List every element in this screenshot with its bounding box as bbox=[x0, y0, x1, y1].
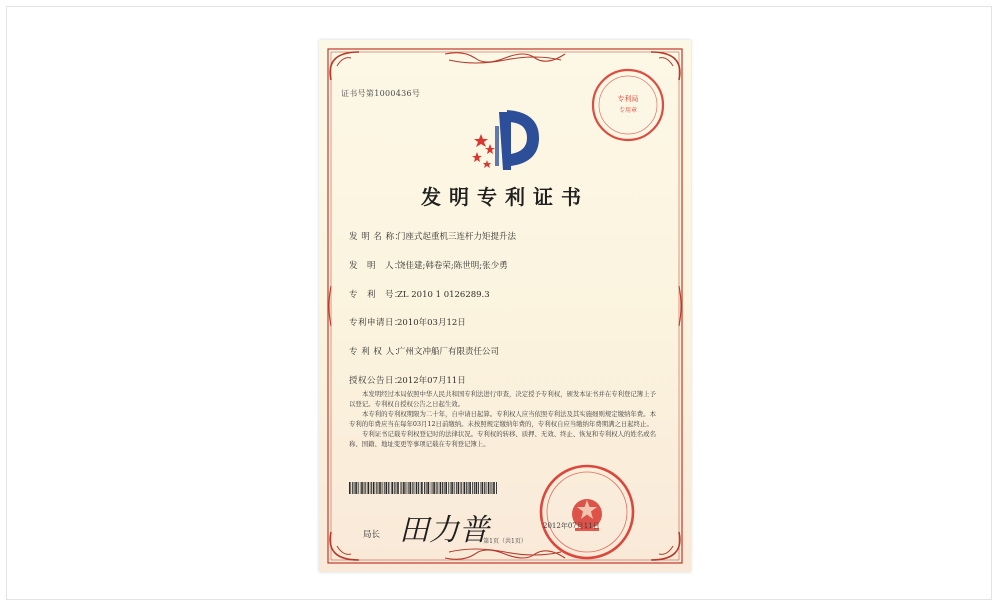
field-value: ZL 2010 1 0126289.3 bbox=[397, 290, 490, 300]
field-patentee bbox=[349, 345, 499, 357]
field-value: 饶佳建;韩卷荣;陈世明;张少勇 bbox=[397, 261, 508, 271]
svg-text:专利局: 专利局 bbox=[617, 95, 639, 103]
field-grant-date bbox=[349, 374, 466, 386]
signature-text: 田力普 bbox=[399, 513, 489, 548]
paragraph: 本发明经过本局依照中华人民共和国专利法进行审查，决定授予专利权，颁发本证书并在专利登记簿上予以登记。专利权自授权公告之日起生效。 bbox=[349, 390, 656, 408]
field-invention-name bbox=[349, 230, 516, 242]
field-value: 2010年03月12日 bbox=[397, 318, 466, 328]
field-application-date bbox=[349, 316, 466, 328]
field-value: 广州文冲船厂有限责任公司 bbox=[397, 347, 500, 357]
field-inventors bbox=[349, 259, 508, 271]
field-value: 2012年07月11日 bbox=[397, 376, 466, 386]
director-label: 局长 bbox=[363, 530, 381, 540]
field-label: 授权公告日： bbox=[349, 376, 404, 386]
official-seal-bottom bbox=[537, 462, 637, 562]
patent-office-logo bbox=[467, 104, 545, 176]
field-label: 发 明 人： bbox=[349, 261, 404, 271]
field-patent-number bbox=[349, 288, 490, 300]
certificate-title: 发明专利证书 bbox=[421, 185, 589, 209]
barcode bbox=[349, 482, 499, 494]
official-seal-top bbox=[589, 66, 667, 144]
certificate-number: 证书号第1000436号 bbox=[341, 89, 421, 98]
paragraph: 本专利的专利权期限为二十年，自申请日起算。专利权人应当依照专利法及其实施细则规定缴纳年费。本专利的年费应当在每年03月12日前缴纳。未按照规定缴纳年费的，专利权自应当缴纳年费期满之日起终止。 bbox=[349, 410, 656, 428]
page-number: 第1页（共1页） bbox=[483, 538, 527, 545]
field-value: 门座式起重机三连杆力矩提升法 bbox=[397, 232, 517, 242]
field-label: 专 利 号： bbox=[349, 290, 404, 300]
paragraph: 专利证书记载专利权登记时的法律状况。专利权的转移、质押、无效、终止、恢复和专利权人的姓名或名称、国籍、地址变更等事项记载在专利登记簿上。 bbox=[349, 430, 656, 448]
patent-certificate bbox=[319, 40, 691, 572]
field-label: 专利申请日： bbox=[349, 318, 404, 328]
field-label: 发 明 名 称： bbox=[349, 232, 404, 242]
seal-date: 2012年07月11日 bbox=[543, 522, 600, 530]
svg-text:专用章: 专用章 bbox=[618, 107, 638, 114]
field-label: 专 利 权 人： bbox=[349, 347, 404, 357]
certificate-body-text bbox=[349, 390, 661, 450]
